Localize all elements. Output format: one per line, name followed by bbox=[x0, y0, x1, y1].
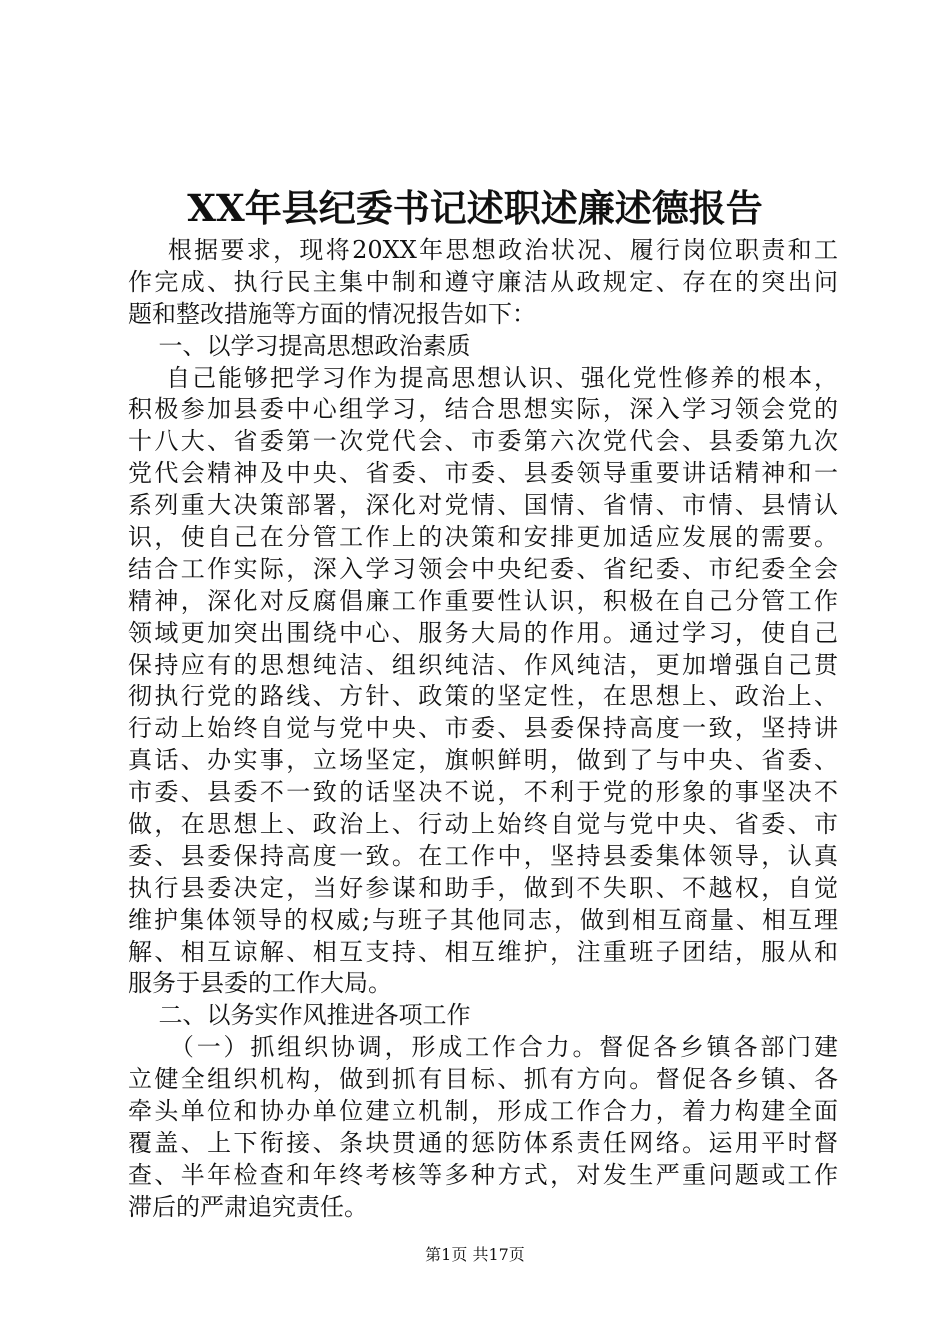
text-line: 市委、县委不一致的话坚决不说，不利于党的形象的事坚决不 bbox=[128, 778, 838, 807]
text-line: 一、以学习提高思想政治素质 bbox=[128, 331, 471, 360]
text-line: 做，在思想上、政治上、行动上始终自觉与党中央、省委、市 bbox=[128, 810, 838, 839]
text-line: 行动上始终自觉与党中央、市委、县委保持高度一致，坚持讲 bbox=[128, 714, 838, 743]
text-line: 保持应有的思想纯洁、组织纯洁、作风纯洁，更加增强自己贯 bbox=[128, 650, 838, 679]
text-line: 彻执行党的路线、方针、政策的坚定性，在思想上、政治上、 bbox=[128, 682, 838, 711]
text-line: 委、县委保持高度一致。在工作中，坚持县委集体领导，认真 bbox=[128, 841, 838, 870]
text-line: 根据要求，现将20XX年思想政治状况、履行岗位职责和工 bbox=[128, 236, 838, 264]
text-line: 立健全组织机构，做到抓有目标、抓有方向。督促各乡镇、各 bbox=[128, 1065, 838, 1094]
text-line: 服务于县委的工作大局。 bbox=[128, 969, 392, 998]
page-indicator: 第1页 共17页 bbox=[425, 1245, 525, 1264]
text-line: 作完成、执行民主集中制和遵守廉洁从政规定、存在的突出问 bbox=[128, 267, 838, 296]
text-line: 领域更加突出围绕中心、服务大局的作用。通过学习，使自己 bbox=[128, 618, 838, 647]
text-line: 牵头单位和协办单位建立机制，形成工作合力，着力构建全面 bbox=[128, 1097, 838, 1126]
text-line: 系列重大决策部署，深化对党情、国情、省情、市情、县情认 bbox=[128, 491, 838, 520]
text-line: 执行县委决定，当好参谋和助手，做到不失职、不越权，自觉 bbox=[128, 873, 838, 902]
text-line: 结合工作实际，深入学习领会中央纪委、省纪委、市纪委全会 bbox=[128, 554, 838, 583]
text-line: 识，使自己在分管工作上的决策和安排更加适应发展的需要。 bbox=[128, 523, 838, 552]
text-line: 真话、办实事，立场坚定，旗帜鲜明，做到了与中央、省委、 bbox=[128, 746, 838, 775]
text-line: （一）抓组织协调，形成工作合力。督促各乡镇各部门建 bbox=[128, 1033, 838, 1062]
text-line: 题和整改措施等方面的情况报告如下： bbox=[128, 299, 536, 328]
text-line: 滞后的严肃追究责任。 bbox=[128, 1192, 368, 1221]
document-title: XX年县纪委书记述职述廉述德报告 bbox=[187, 186, 763, 230]
text-line: 自己能够把学习作为提高思想认识、强化党性修养的根本， bbox=[128, 363, 838, 392]
text-line: 精神，深化对反腐倡廉工作重要性认识，积极在自己分管工作 bbox=[128, 586, 838, 615]
document-body bbox=[128, 235, 838, 1224]
text-line: 二、以务实作风推进各项工作 bbox=[128, 1001, 471, 1030]
text-line: 党代会精神及中央、省委、市委、县委领导重要讲话精神和一 bbox=[128, 459, 838, 488]
text-line: 十八大、省委第一次党代会、市委第六次党代会、县委第九次 bbox=[128, 427, 838, 456]
text-line: 积极参加县委中心组学习，结合思想实际，深入学习领会党的 bbox=[128, 395, 838, 424]
text-line: 覆盖、上下衔接、条块贯通的惩防体系责任网络。运用平时督 bbox=[128, 1128, 838, 1157]
text-line: 解、相互谅解、相互支持、相互维护，注重班子团结，服从和 bbox=[128, 937, 838, 966]
text-line: 查、半年检查和年终考核等多种方式，对发生严重问题或工作 bbox=[128, 1160, 838, 1189]
text-line: 维护集体领导的权威;与班子其他同志，做到相互商量、相互理 bbox=[128, 905, 838, 934]
